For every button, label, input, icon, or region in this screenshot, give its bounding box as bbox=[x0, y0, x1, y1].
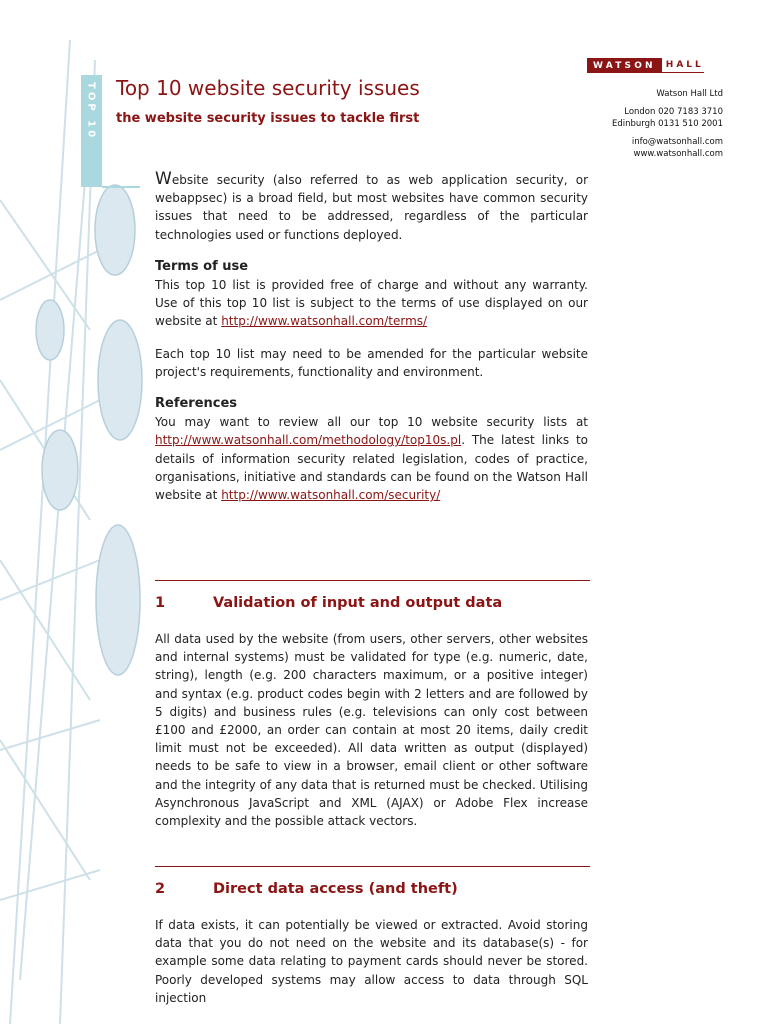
references-paragraph bbox=[155, 413, 588, 504]
references-text-1: You may want to review all our top 10 website security lists at bbox=[155, 415, 588, 430]
terms-heading: Terms of use bbox=[155, 258, 249, 274]
watson-hall-logo bbox=[587, 58, 704, 73]
section-2-body: If data exists, it can potentially be viewed or extracted. Avoid storing data that you do not need on the website and its database(s) - for example some data relating to payment cards should never be stored. Poorly developed systems may allow access to data through SQL injection bbox=[155, 918, 588, 1005]
references-heading: References bbox=[155, 396, 238, 412]
terms-text: This top 10 list is provided free of charge and without any warranty. Use of this top 10 list is subject to the terms of use displayed on our website at bbox=[155, 278, 588, 329]
contact-email[interactable]: info@watsonhall.com bbox=[631, 137, 723, 147]
security-link[interactable]: http://www.watsonhall.com/security/ bbox=[221, 488, 441, 503]
section-1-title-text: Validation of input and output data bbox=[213, 595, 503, 611]
section-2-title bbox=[155, 881, 458, 897]
logo-part-watson: WATSON bbox=[587, 58, 662, 73]
section-2-rule bbox=[155, 866, 590, 867]
side-tab-rule bbox=[102, 186, 140, 188]
section-1-number: 1 bbox=[155, 595, 166, 611]
section-2-number: 2 bbox=[155, 881, 166, 897]
contact-block bbox=[612, 88, 723, 160]
page-title: Top 10 website security issues bbox=[116, 76, 420, 100]
edinburgh-phone: Edinburgh 0131 510 2001 bbox=[611, 119, 723, 129]
intro-paragraph bbox=[155, 170, 588, 244]
references-text-2: . The latest links to details of information security related legislation, codes of practice, organisations, initiative and standards can be found on the Watson Hall website at bbox=[155, 433, 588, 503]
contact-website[interactable]: www.watsonhall.com bbox=[633, 149, 723, 159]
intro-dropcap: W bbox=[155, 169, 172, 189]
section-1-rule bbox=[155, 580, 590, 581]
company-name: Watson Hall Ltd bbox=[656, 89, 723, 99]
methodology-link[interactable]: http://www.watsonhall.com/methodology/top10s.pl bbox=[155, 433, 462, 448]
section-2-title-text: Direct data access (and theft) bbox=[213, 881, 458, 897]
terms-link[interactable]: http://www.watsonhall.com/terms/ bbox=[221, 314, 428, 329]
terms-paragraph bbox=[155, 276, 588, 331]
terms-amend-paragraph: Each top 10 list may need to be amended for the particular website project's requirements, functionality and environment. bbox=[155, 346, 588, 379]
logo-part-hall: HALL bbox=[662, 58, 704, 73]
intro-content bbox=[155, 170, 588, 504]
page-subtitle: the website security issues to tackle first bbox=[116, 111, 420, 126]
intro-text: ebsite security (also referred to as web application security, or webappsec) is a broad field, but most websites have common security issues that need to be addressed, regardless of the particular technologies used or functions deployed. bbox=[155, 173, 588, 242]
london-phone: London 020 7183 3710 bbox=[624, 107, 723, 117]
section-1-title bbox=[155, 595, 502, 611]
side-tab-label: TOP 10 bbox=[85, 82, 97, 141]
section-1-body: All data used by the website (from users, other servers, other websites and internal systems) must be validated for type (e.g. numeric, date, string), length (e.g. 200 characters maximum, or a positive integer) and syntax (e.g. product codes begin with 2 letters and are followed by 5 digits) and business rules (e.g. televisions can only cost between £100 and £2000, an order can contain at most 20 items, daily credit limit must not be exceeded). All data written as output (displayed) needs to be safe to view in a browser, email client or other software and the integrity of any data that is returned must be checked. Utilising Asynchronous JavaScript and XML (AJAX) or Adobe Flex increase complexity and the possible attack vectors. bbox=[155, 632, 588, 829]
